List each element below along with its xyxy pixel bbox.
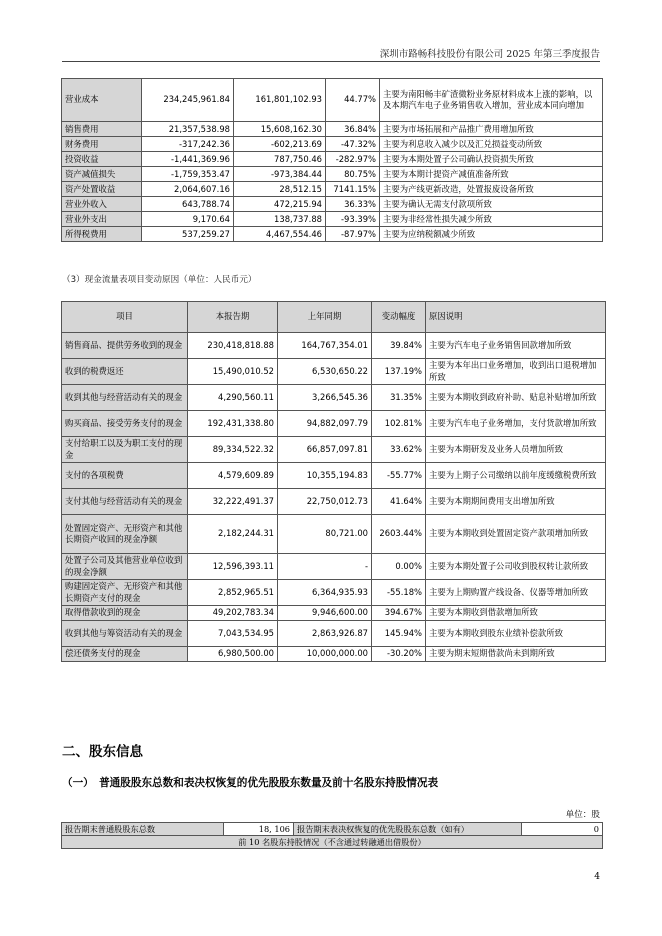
- table-row: [62, 647, 606, 662]
- col-header-current: 本报告期: [188, 302, 278, 333]
- cell-item: 支付其他与经营活动有关的现金: [62, 489, 188, 515]
- cell-change: -93.39%: [326, 212, 380, 227]
- cell-reason: 主要为本期收到政府补助、贴息补贴增加所致: [426, 385, 606, 411]
- table-row: [62, 606, 606, 621]
- preferred-shareholders-value: 0: [522, 823, 603, 836]
- cell-previous: -602,213.69: [234, 137, 326, 152]
- cell-change: 145.94%: [372, 621, 426, 647]
- cell-previous: 66,857,097.81: [278, 437, 372, 463]
- cell-previous: 22,750,012.73: [278, 489, 372, 515]
- cell-change: 36.33%: [326, 197, 380, 212]
- cell-reason: 主要为产线更新改造，处置报废设备所致: [380, 182, 603, 197]
- cell-reason: 主要为期末短期借款尚未到期所致: [426, 647, 606, 662]
- cell-change: 44.77%: [326, 79, 380, 122]
- cell-item: 处置固定资产、无形资产和其他长期资产收回的现金净额: [62, 515, 188, 554]
- cell-change: 39.84%: [372, 333, 426, 359]
- table-row: [62, 197, 603, 212]
- cell-previous: 3,266,545.36: [278, 385, 372, 411]
- cell-change: 0.00%: [372, 554, 426, 580]
- preferred-shareholders-label: 报告期末表决权恢复的优先股股东总数（如有）: [294, 823, 522, 836]
- cell-reason: 主要为确认无需支付款项所致: [380, 197, 603, 212]
- cell-reason: 主要为本期处置子公司收到股权转让款所致: [426, 554, 606, 580]
- table-row: [62, 515, 606, 554]
- cell-current: 643,788.74: [142, 197, 234, 212]
- cell-change: -55.77%: [372, 463, 426, 489]
- shareholders-table: [61, 822, 603, 849]
- cell-current: -317,242.36: [142, 137, 234, 152]
- table-row: [62, 122, 603, 137]
- table-row: [62, 212, 603, 227]
- common-shareholders-value: 18, 106: [224, 823, 294, 836]
- top10-caption-row: [62, 836, 603, 849]
- cell-reason: 主要为上期购置产线设备、仪器等增加所致: [426, 580, 606, 606]
- cell-previous: 2,863,926.87: [278, 621, 372, 647]
- cell-previous: -: [278, 554, 372, 580]
- cell-current: 12,596,393.11: [188, 554, 278, 580]
- table-row: [62, 137, 603, 152]
- cell-item: 营业成本: [62, 79, 142, 122]
- cell-item: 营业外支出: [62, 212, 142, 227]
- cell-change: -282.97%: [326, 152, 380, 167]
- cell-current: 21,357,538.98: [142, 122, 234, 137]
- cell-reason: 主要为本期计提资产减值准备所致: [380, 167, 603, 182]
- cell-current: 4,579,609.89: [188, 463, 278, 489]
- page-number: 4: [594, 872, 600, 882]
- cell-previous: 28,512.15: [234, 182, 326, 197]
- cell-reason: 主要为市场拓展和产品推广费用增加所致: [380, 122, 603, 137]
- cell-current: -1,441,369.96: [142, 152, 234, 167]
- cell-previous: 9,946,600.00: [278, 606, 372, 621]
- col-header-reason: 原因说明: [426, 302, 606, 333]
- cell-change: -87.97%: [326, 227, 380, 242]
- cell-previous: 164,767,354.01: [278, 333, 372, 359]
- table-row: [62, 621, 606, 647]
- cell-change: 137.19%: [372, 359, 426, 385]
- cell-change: 33.62%: [372, 437, 426, 463]
- cell-change: -55.18%: [372, 580, 426, 606]
- cell-previous: 10,355,194.83: [278, 463, 372, 489]
- cashflow-caption: （3）现金流量表项目变动原因（单位：人民币元）: [62, 275, 257, 285]
- cell-reason: 主要为本期收到股东业绩补偿款所致: [426, 621, 606, 647]
- cell-change: 36.84%: [326, 122, 380, 137]
- cell-reason: 主要为本期期间费用支出增加所致: [426, 489, 606, 515]
- col-header-change: 变动幅度: [372, 302, 426, 333]
- cell-item: 偿还债务支付的现金: [62, 647, 188, 662]
- cell-change: -47.32%: [326, 137, 380, 152]
- cell-change: 80.75%: [326, 167, 380, 182]
- cell-previous: 15,608,162.30: [234, 122, 326, 137]
- table-row: [62, 554, 606, 580]
- cell-item: 处置子公司及其他营业单位收到的现金净额: [62, 554, 188, 580]
- cell-item: 取得借款收到的现金: [62, 606, 188, 621]
- table-row: [62, 167, 603, 182]
- cell-current: 32,222,491.37: [188, 489, 278, 515]
- cell-reason: 主要为上期子公司缴纳以前年度缓缴税费所致: [426, 463, 606, 489]
- cell-reason: 主要为本年出口业务增加，收到出口退税增加所致: [426, 359, 606, 385]
- table-row: [62, 79, 603, 122]
- cell-previous: 138,737.88: [234, 212, 326, 227]
- cell-current: -1,759,353.47: [142, 167, 234, 182]
- cell-previous: 6,530,650.22: [278, 359, 372, 385]
- cell-change: 7141.15%: [326, 182, 380, 197]
- unit-label: 单位：股: [565, 810, 600, 820]
- cell-current: 4,290,560.11: [188, 385, 278, 411]
- cell-item: 资产减值损失: [62, 167, 142, 182]
- cell-item: 收到的税费返还: [62, 359, 188, 385]
- cell-reason: 主要为本期收到处置固定资产款项增加所致: [426, 515, 606, 554]
- cell-current: 89,334,522.32: [188, 437, 278, 463]
- cell-previous: 10,000,000.00: [278, 647, 372, 662]
- cell-current: 49,202,783.34: [188, 606, 278, 621]
- report-header-title: 深圳市路畅科技股份有限公司 2025 年第三季度报告: [379, 49, 600, 60]
- cashflow-changes-table: [61, 301, 606, 662]
- cell-item: 财务费用: [62, 137, 142, 152]
- cell-reason: 主要为本期收到借款增加所致: [426, 606, 606, 621]
- cell-item: 购买商品、接受劳务支付的现金: [62, 411, 188, 437]
- cell-reason: 主要为本期处置子公司确认投资损失所致: [380, 152, 603, 167]
- cell-change: 41.64%: [372, 489, 426, 515]
- shareholder-count-row: [62, 823, 603, 836]
- cell-current: 15,490,010.52: [188, 359, 278, 385]
- income-changes-table: [61, 78, 603, 242]
- cell-change: 2603.44%: [372, 515, 426, 554]
- table-row: [62, 489, 606, 515]
- cell-previous: 94,882,097.79: [278, 411, 372, 437]
- table-row: [62, 333, 606, 359]
- table-row: [62, 437, 606, 463]
- cell-item: 销售商品、提供劳务收到的现金: [62, 333, 188, 359]
- cell-item: 营业外收入: [62, 197, 142, 212]
- cell-item: 资产处置收益: [62, 182, 142, 197]
- cell-change: -30.20%: [372, 647, 426, 662]
- cell-reason: 主要为汽车电子业务增加，支付货款增加所致: [426, 411, 606, 437]
- cell-previous: 80,721.00: [278, 515, 372, 554]
- cell-reason: 主要为利息收入减少以及汇兑损益变动所致: [380, 137, 603, 152]
- cell-current: 192,431,338.80: [188, 411, 278, 437]
- common-shareholders-label: 报告期末普通股股东总数: [62, 823, 224, 836]
- cell-reason: 主要为非经常性损失减少所致: [380, 212, 603, 227]
- cell-previous: 4,467,554.46: [234, 227, 326, 242]
- table-row: [62, 463, 606, 489]
- section-title: 二、股东信息: [62, 744, 143, 760]
- table-row: [62, 152, 603, 167]
- cell-previous: -973,384.44: [234, 167, 326, 182]
- table-row: [62, 580, 606, 606]
- cell-change: 102.81%: [372, 411, 426, 437]
- cell-current: 2,852,965.51: [188, 580, 278, 606]
- table-row: [62, 411, 606, 437]
- cell-current: 6,980,500.00: [188, 647, 278, 662]
- cell-previous: 787,750.46: [234, 152, 326, 167]
- cell-reason: 主要为南阳畅丰矿渣微粉业务原材料成本上涨的影响，以及本期汽车电子业务销售收入增加，营业成本同向增加: [380, 79, 603, 122]
- table-row: [62, 359, 606, 385]
- table-row: [62, 227, 603, 242]
- cell-change: 31.35%: [372, 385, 426, 411]
- header-divider: [62, 61, 600, 62]
- cell-previous: 6,364,935.93: [278, 580, 372, 606]
- cell-item: 购建固定资产、无形资产和其他长期资产支付的现金: [62, 580, 188, 606]
- cell-previous: 472,215.94: [234, 197, 326, 212]
- cell-item: 支付的各项税费: [62, 463, 188, 489]
- col-header-previous: 上年同期: [278, 302, 372, 333]
- cell-item: 所得税费用: [62, 227, 142, 242]
- cell-reason: 主要为本期研发及业务人员增加所致: [426, 437, 606, 463]
- cell-current: 2,064,607.16: [142, 182, 234, 197]
- subsection-title: （一） 普通股股东总数和表决权恢复的优先股股东数量及前十名股东持股情况表: [62, 777, 439, 789]
- cell-item: 收到其他与经营活动有关的现金: [62, 385, 188, 411]
- cell-item: 收到其他与筹资活动有关的现金: [62, 621, 188, 647]
- cell-current: 537,259.27: [142, 227, 234, 242]
- cell-item: 销售费用: [62, 122, 142, 137]
- cell-change: 394.67%: [372, 606, 426, 621]
- col-header-item: 项目: [62, 302, 188, 333]
- cell-current: 9,170.64: [142, 212, 234, 227]
- cell-item: 投资收益: [62, 152, 142, 167]
- cell-current: 230,418,818.88: [188, 333, 278, 359]
- table-row: [62, 182, 603, 197]
- cell-reason: 主要为应纳税额减少所致: [380, 227, 603, 242]
- cashflow-header-row: [62, 302, 606, 333]
- cell-previous: 161,801,102.93: [234, 79, 326, 122]
- cell-current: 234,245,961.84: [142, 79, 234, 122]
- cell-current: 2,182,244.31: [188, 515, 278, 554]
- cell-current: 7,043,534.95: [188, 621, 278, 647]
- table-row: [62, 385, 606, 411]
- top10-caption: 前 10 名股东持股情况（不含通过转融通出借股份）: [62, 836, 603, 849]
- cell-item: 支付给职工以及为职工支付的现金: [62, 437, 188, 463]
- cell-reason: 主要为汽车电子业务销售回款增加所致: [426, 333, 606, 359]
